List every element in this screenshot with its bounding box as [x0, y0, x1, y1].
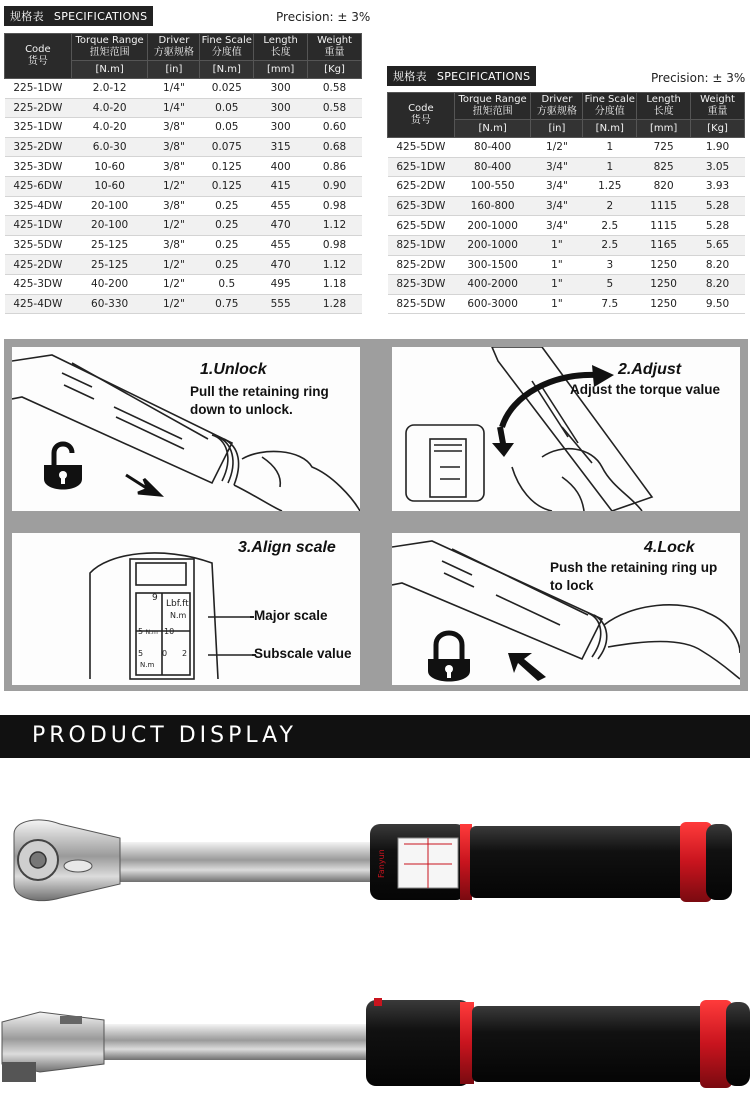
col-header-length: Length 长度: [254, 34, 308, 61]
table-cell: 1": [531, 275, 583, 295]
table-cell: 1250: [637, 255, 691, 275]
table-cell: 4.0-20: [71, 118, 148, 138]
spec-tag-en: SPECIFICATIONS: [436, 70, 531, 83]
table-cell: 0.05: [200, 98, 254, 118]
table-cell: 6.0-30: [71, 137, 148, 157]
step-adjust-desc: Adjust the torque value: [570, 382, 721, 397]
table-cell: 725: [637, 138, 691, 158]
scale-sub-right: 2: [182, 649, 188, 658]
table-cell: 455: [254, 235, 308, 255]
table-cell: 1/2": [531, 138, 583, 158]
step-unlock-panel: [12, 347, 360, 511]
table-row: [388, 235, 745, 255]
table-cell: 200-1000: [454, 235, 531, 255]
table-cell: 5.28: [691, 196, 745, 216]
table-cell: 10-60: [71, 157, 148, 177]
arrow-down-right-icon: [124, 471, 164, 501]
table-cell: 3: [583, 255, 637, 275]
table-row: [5, 196, 362, 216]
table-cell: 1115: [637, 196, 691, 216]
scale-sub-left: 5: [138, 649, 144, 658]
table-cell: 80-400: [454, 157, 531, 177]
col-header-driver: Driver 方驱规格: [148, 34, 200, 61]
table-cell: 5.28: [691, 216, 745, 236]
table-cell: 555: [254, 294, 308, 314]
table-cell: 0.60: [308, 118, 362, 138]
table-cell: 0.125: [200, 157, 254, 177]
table-cell: 1/2": [148, 294, 200, 314]
table-cell: 625-2DW: [388, 177, 455, 197]
table-cell: 20-100: [71, 216, 148, 236]
unit-driver: [in]: [531, 120, 583, 138]
unit-length: [mm]: [637, 120, 691, 138]
step-unlock-desc: Pull the retaining ring down to unlock.: [190, 384, 329, 417]
col-header-length: Length 长度: [637, 93, 691, 120]
product-photos: [0, 780, 750, 1100]
table-row: [5, 79, 362, 99]
table-cell: 825-2DW: [388, 255, 455, 275]
table-row: [5, 157, 362, 177]
table-cell: 1.90: [691, 138, 745, 158]
table-cell: 300-1500: [454, 255, 531, 275]
label-subscale-value: Subscale value: [254, 646, 352, 661]
table-cell: 5: [583, 275, 637, 295]
precision-right: Precision: ± 3%: [651, 71, 746, 85]
table-cell: 300: [254, 118, 308, 138]
table-cell: 60-330: [71, 294, 148, 314]
table-cell: 315: [254, 137, 308, 157]
col-header-weight: Weight 重量: [691, 93, 745, 120]
table-cell: 300: [254, 79, 308, 99]
table-cell: 495: [254, 274, 308, 294]
table-cell: 3/4": [531, 216, 583, 236]
table-row: [5, 216, 362, 236]
table-cell: 1/2": [148, 176, 200, 196]
col-header-code: Code 货号: [388, 93, 455, 138]
spec-tag-cn: 规格表: [393, 70, 427, 83]
table-cell: 0.58: [308, 98, 362, 118]
step-adjust-panel: [392, 347, 740, 511]
table-cell: 1": [531, 235, 583, 255]
table-row: [388, 294, 745, 314]
table-row: [5, 274, 362, 294]
table-cell: 0.5: [200, 274, 254, 294]
table-cell: 825-5DW: [388, 294, 455, 314]
table-cell: 40-200: [71, 274, 148, 294]
table-cell: 600-3000: [454, 294, 531, 314]
torque-wrench-photo-1: [14, 820, 732, 902]
table-row: [388, 196, 745, 216]
table-cell: 20-100: [71, 196, 148, 216]
torque-wrench-photo-2: [2, 998, 750, 1088]
table-cell: 2.5: [583, 216, 637, 236]
table-cell: 1250: [637, 275, 691, 295]
table-cell: 625-3DW: [388, 196, 455, 216]
precision-left: Precision: ± 3%: [276, 10, 371, 24]
table-cell: 1.12: [308, 255, 362, 275]
table-row: [5, 255, 362, 275]
scale-left-label: 5 N.m: [138, 627, 158, 636]
spec-tag-right: [387, 66, 536, 86]
table-row: [5, 294, 362, 314]
table-cell: 1.28: [308, 294, 362, 314]
table-cell: 3.93: [691, 177, 745, 197]
unit-weight: [Kg]: [308, 61, 362, 79]
table-cell: 1: [583, 157, 637, 177]
product-display-banner: [0, 715, 750, 758]
table-row: [388, 255, 745, 275]
table-cell: 325-4DW: [5, 196, 72, 216]
table-row: [5, 176, 362, 196]
table-cell: 425-4DW: [5, 294, 72, 314]
table-cell: 1.25: [583, 177, 637, 197]
col-header-code: Code 货号: [5, 34, 72, 79]
table-cell: 2.5: [583, 235, 637, 255]
label-major-scale: Major scale: [254, 608, 328, 623]
table-row: [5, 118, 362, 138]
unit-fine-scale: [N.m]: [200, 61, 254, 79]
table-cell: 0.68: [308, 137, 362, 157]
spec-tag-cn: 规格表: [10, 10, 44, 23]
table-cell: 1.12: [308, 216, 362, 236]
scale-mid-number: 10: [164, 627, 175, 636]
spec-tag-left: [4, 6, 153, 26]
table-cell: 2.0-12: [71, 79, 148, 99]
table-row: [5, 235, 362, 255]
table-cell: 825-1DW: [388, 235, 455, 255]
table-cell: 3/8": [148, 235, 200, 255]
scale-sub-unit: N.m: [140, 661, 155, 669]
table-cell: 0.90: [308, 176, 362, 196]
col-header-fine-scale: Fine Scale 分度值: [200, 34, 254, 61]
table-cell: 1115: [637, 216, 691, 236]
step-align-panel: [12, 533, 360, 685]
table-cell: 325-5DW: [5, 235, 72, 255]
table-row: [388, 177, 745, 197]
table-cell: 0.125: [200, 176, 254, 196]
table-cell: 425-3DW: [5, 274, 72, 294]
step-unlock-title: 1.Unlock: [200, 361, 267, 378]
instruction-panels: [4, 339, 748, 691]
scale-unit-nm: N.m: [170, 611, 187, 620]
table-cell: 325-3DW: [5, 157, 72, 177]
unit-fine-scale: [N.m]: [583, 120, 637, 138]
table-cell: 0.025: [200, 79, 254, 99]
scale-sub-mid: 0: [162, 649, 168, 658]
table-cell: 10-60: [71, 176, 148, 196]
table-cell: 100-550: [454, 177, 531, 197]
spec-table-left: [4, 33, 362, 314]
table-cell: 25-125: [71, 255, 148, 275]
col-header-torque: Torque Range 扭矩范围: [454, 93, 531, 120]
table-cell: 1": [531, 294, 583, 314]
table-cell: 3/8": [148, 157, 200, 177]
table-cell: 1: [583, 138, 637, 158]
table-cell: 225-1DW: [5, 79, 72, 99]
table-cell: 160-800: [454, 196, 531, 216]
wrench-adjust-illustration: [392, 347, 740, 511]
table-cell: 0.98: [308, 235, 362, 255]
table-cell: 1250: [637, 294, 691, 314]
brand-label: Fanyun: [377, 849, 386, 878]
table-cell: 470: [254, 255, 308, 275]
table-cell: 0.25: [200, 196, 254, 216]
table-cell: 3/4": [531, 177, 583, 197]
unit-weight: [Kg]: [691, 120, 745, 138]
spec-table-right: [387, 92, 745, 314]
spec-tag-en: SPECIFICATIONS: [53, 10, 148, 23]
table-cell: 4.0-20: [71, 98, 148, 118]
table-cell: 425-2DW: [5, 255, 72, 275]
table-cell: 0.98: [308, 196, 362, 216]
table-cell: 225-2DW: [5, 98, 72, 118]
table-cell: 9.50: [691, 294, 745, 314]
table-cell: 425-1DW: [5, 216, 72, 236]
table-cell: 825: [637, 157, 691, 177]
table-cell: 625-5DW: [388, 216, 455, 236]
table-cell: 8.20: [691, 255, 745, 275]
unit-length: [mm]: [254, 61, 308, 79]
table-cell: 400-2000: [454, 275, 531, 295]
step-lock-title: 4.Lock: [644, 539, 695, 556]
col-header-weight: Weight 重量: [308, 34, 362, 61]
table-cell: 3/8": [148, 118, 200, 138]
table-cell: 0.58: [308, 79, 362, 99]
table-row: [388, 216, 745, 236]
arrow-up-left-icon: [502, 649, 552, 683]
table-cell: 8.20: [691, 275, 745, 295]
table-cell: 415: [254, 176, 308, 196]
table-row: [388, 275, 745, 295]
table-cell: 1/2": [148, 216, 200, 236]
table-cell: 825-3DW: [388, 275, 455, 295]
col-header-driver: Driver 方驱规格: [531, 93, 583, 120]
table-cell: 1165: [637, 235, 691, 255]
table-cell: 200-1000: [454, 216, 531, 236]
table-cell: 625-1DW: [388, 157, 455, 177]
table-cell: 3/4": [531, 157, 583, 177]
table-cell: 3/8": [148, 196, 200, 216]
table-cell: 2: [583, 196, 637, 216]
lock-open-icon: [42, 439, 102, 499]
table-cell: 3/8": [148, 137, 200, 157]
table-cell: 0.05: [200, 118, 254, 138]
col-header-fine-scale: Fine Scale 分度值: [583, 93, 637, 120]
table-row: [5, 137, 362, 157]
table-cell: 820: [637, 177, 691, 197]
table-cell: 1/2": [148, 274, 200, 294]
scale-major-number: 9: [152, 593, 158, 603]
lock-closed-icon: [426, 629, 486, 685]
table-cell: 0.075: [200, 137, 254, 157]
table-cell: 1.18: [308, 274, 362, 294]
table-cell: 1/4": [148, 79, 200, 99]
table-cell: 7.5: [583, 294, 637, 314]
table-cell: 0.25: [200, 216, 254, 236]
table-cell: 1/2": [148, 255, 200, 275]
table-cell: 400: [254, 157, 308, 177]
step-align-title: 3.Align scale: [238, 539, 336, 556]
unit-torque: [N.m]: [454, 120, 531, 138]
table-cell: 470: [254, 216, 308, 236]
table-cell: 0.25: [200, 235, 254, 255]
table-row: [388, 138, 745, 158]
table-cell: 80-400: [454, 138, 531, 158]
table-row: [388, 157, 745, 177]
scale-unit-lbf: Lbf.ft: [166, 599, 189, 609]
table-cell: 5.65: [691, 235, 745, 255]
table-cell: 1/4": [148, 98, 200, 118]
table-cell: 300: [254, 98, 308, 118]
table-cell: 0.25: [200, 255, 254, 275]
table-cell: 425-6DW: [5, 176, 72, 196]
col-header-torque: Torque Range 扭矩范围: [71, 34, 148, 61]
table-cell: 25-125: [71, 235, 148, 255]
unit-driver: [in]: [148, 61, 200, 79]
step-lock-panel: [392, 533, 740, 685]
table-cell: 0.86: [308, 157, 362, 177]
table-cell: 325-1DW: [5, 118, 72, 138]
table-cell: 425-5DW: [388, 138, 455, 158]
table-cell: 455: [254, 196, 308, 216]
table-cell: 325-2DW: [5, 137, 72, 157]
step-adjust-title: 2.Adjust: [618, 361, 682, 378]
unit-torque: [N.m]: [71, 61, 148, 79]
product-display-title: PRODUCT DISPLAY: [32, 723, 297, 748]
table-cell: 1": [531, 255, 583, 275]
table-cell: 3.05: [691, 157, 745, 177]
step-lock-desc: Push the retaining ring up to lock: [550, 560, 718, 593]
table-cell: 0.75: [200, 294, 254, 314]
table-cell: 3/4": [531, 196, 583, 216]
table-row: [5, 98, 362, 118]
